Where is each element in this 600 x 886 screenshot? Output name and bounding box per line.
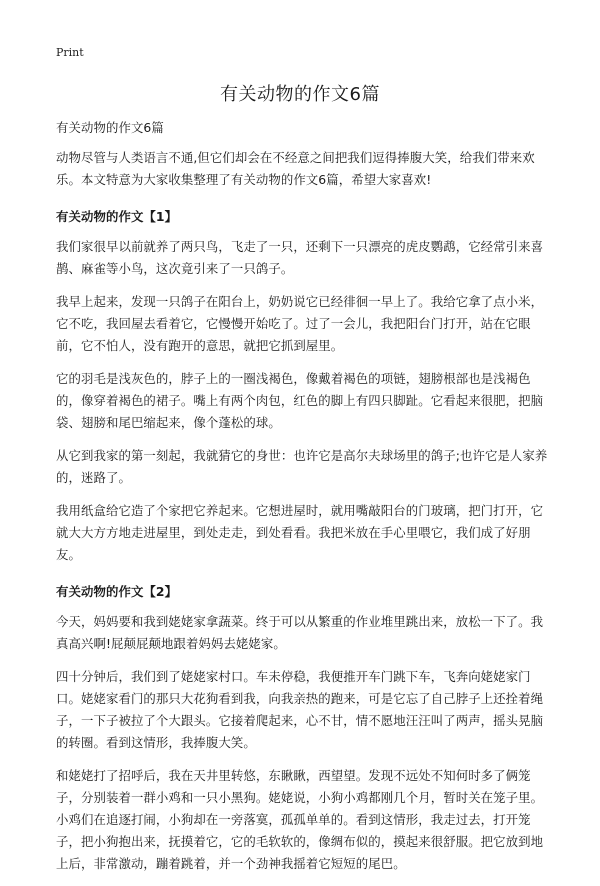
paragraph: 今天，妈妈要和我到姥姥家拿蔬菜。终于可以从繁重的作业堆里跳出来，放松一下了。我真高兴啊!屁颠屁颠地跟着妈妈去姥姥家。 bbox=[56, 614, 544, 651]
article-subtitle: 有关动物的作文6篇 bbox=[56, 120, 164, 135]
section-heading-2: 有关动物的作文【2】 bbox=[56, 584, 178, 599]
paragraph: 从它到我家的第一刻起，我就猜它的身世：也许它是高尔夫球场里的鸽子;也许它是人家养的，迷路了。 bbox=[56, 448, 548, 485]
article-body bbox=[56, 117, 550, 886]
paragraph: 它的羽毛是浅灰色的，脖子上的一圈浅褐色，像戴着褐色的项链，翅膀根部也是浅褐色的，像穿着褐色的裙子。嘴上有两个肉包，红色的脚上有四只脚趾。它看起来很肥，把脑袋、翅膀和尾巴缩起来，像个蓬松的球。 bbox=[56, 371, 544, 430]
print-link[interactable]: Print bbox=[56, 46, 84, 59]
paragraph: 四十分钟后，我们到了姥姥家村口。车未停稳，我便推开车门跳下车，飞奔向姥姥家门口。姥姥家看门的那只大花狗看到我，向我亲热的跑来，可是它忘了自己脖子上还拴着绳子，一下子被拉了个大跟头。它接着爬起来，心不甘，情不愿地汪汪叫了两声，摇头晃脑的转圈。看到这情形，我捧腹大笑。 bbox=[56, 669, 544, 750]
paragraph: 我用纸盒给它造了个家把它养起来。它想进屋时，就用嘴敲阳台的门玻璃，把门打开，它就大大方方地走进屋里，到处走走，到处看看。我把米放在手心里喂它，我们成了好朋友。 bbox=[56, 503, 544, 562]
paragraph: 和姥姥打了招呼后，我在天井里转悠，东瞅瞅，西望望。发现不远处不知何时多了俩笼子，分别装着一群小鸡和一只小黑狗。姥姥说，小狗小鸡都刚几个月，暂时关在笼子里。小鸡们在追逐打闹，小狗却在一旁落寞，孤孤单单的。看到这情形，我走过去，打开笼子，把小狗抱出来，抚摸着它，它的毛软软的，像绸布似的，摸起来很舒服。把它放到地上后，非常激动，蹦着跳着，并一个劲神我摇着它短短的尾巴。 bbox=[56, 768, 544, 871]
intro-paragraph: 动物尽管与人类语言不通,但它们却会在不经意之间把我们逗得捧腹大笑，给我们带来欢乐。本文特意为大家收集整理了有关动物的作文6篇，希望大家喜欢! bbox=[56, 150, 535, 187]
paragraph: 我们家很早以前就养了两只鸟，飞走了一只，还剩下一只漂亮的虎皮鹦鹉，它经常引来喜鹊、麻雀等小鸟，这次竟引来了一只鸽子。 bbox=[56, 239, 544, 276]
section-heading-1: 有关动物的作文【1】 bbox=[56, 209, 178, 224]
page-title: 有关动物的作文6篇 bbox=[220, 84, 380, 105]
paragraph: 我早上起来，发现一只鸽子在阳台上，奶奶说它已经徘徊一早上了。我给它拿了点小米，它不吃，我回屋去看着它，它慢慢开始吃了。过了一会儿，我把阳台门打开，站在它眼前，它不怕人，没有跑开的意思，就把它抓到屋里。 bbox=[56, 294, 544, 353]
